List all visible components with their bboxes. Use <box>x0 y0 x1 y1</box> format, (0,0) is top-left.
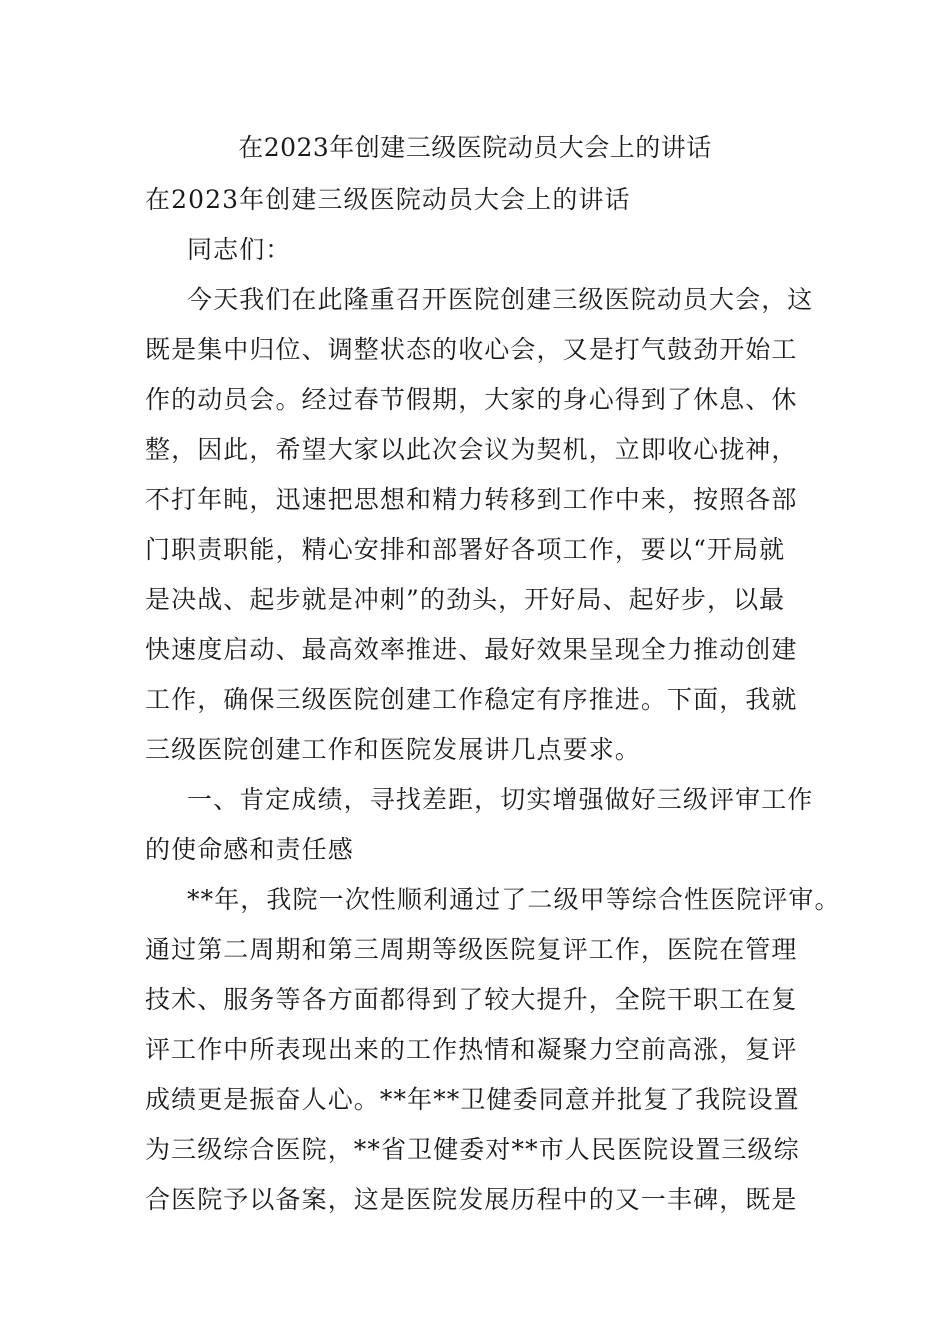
paragraph-line: 快速度启动、最高效率推进、最好效果呈现全力推动创建 <box>145 635 798 664</box>
paragraph-line: 不打年盹，迅速把思想和精力转移到工作中来，按照各部 <box>145 485 798 514</box>
section-heading: 一、肯定成绩，寻找差距，切实增强做好三级评审工作 <box>187 785 814 814</box>
paragraph-line: 技术、服务等各方面都得到了较大提升，全院干职工在复 <box>145 985 798 1014</box>
paragraph-line: 门职责职能，精心安排和部署好各项工作，要以“开局就 <box>145 535 786 564</box>
paragraph-line: 今天我们在此隆重召开医院创建三级医院动员大会，这 <box>187 285 814 314</box>
paragraph-line: 作的动员会。经过春节假期，大家的身心得到了休息、休 <box>145 385 798 414</box>
paragraph-line: 合医院予以备案，这是医院发展历程中的又一丰碑，既是 <box>145 1185 798 1214</box>
salutation: 同志们： <box>187 235 292 264</box>
paragraph-line: **年，我院一次性顺利通过了二级甲等综合性医院评审。 <box>187 885 841 914</box>
paragraph-line: 为三级综合医院，**省卫健委对**市人民医院设置三级综 <box>145 1135 800 1164</box>
paragraph-line: 评工作中所表现出来的工作热情和凝聚力空前高涨，复评 <box>145 1035 798 1064</box>
document-subtitle: 在2023年创建三级医院动员大会上的讲话 <box>145 185 631 214</box>
paragraph-line: 成绩更是振奋人心。**年**卫健委同意并批复了我院设置 <box>145 1085 800 1114</box>
paragraph-line: 工作，确保三级医院创建工作稳定有序推进。下面，我就 <box>145 685 798 714</box>
document-title: 在2023年创建三级医院动员大会上的讲话 <box>238 133 712 162</box>
paragraph-line: 通过第二周期和第三周期等级医院复评工作，医院在管理 <box>145 935 798 964</box>
paragraph-line: 是决战、起步就是冲刺”的劲头，开好局、起好步，以最 <box>145 585 786 614</box>
paragraph-line: 既是集中归位、调整状态的收心会，又是打气鼓劲开始工 <box>145 335 798 364</box>
section-heading: 的使命感和责任感 <box>145 835 354 864</box>
paragraph-line: 三级医院创建工作和医院发展讲几点要求。 <box>145 735 641 764</box>
paragraph-line: 整，因此，希望大家以此次会议为契机，立即收心拢神， <box>145 435 798 464</box>
